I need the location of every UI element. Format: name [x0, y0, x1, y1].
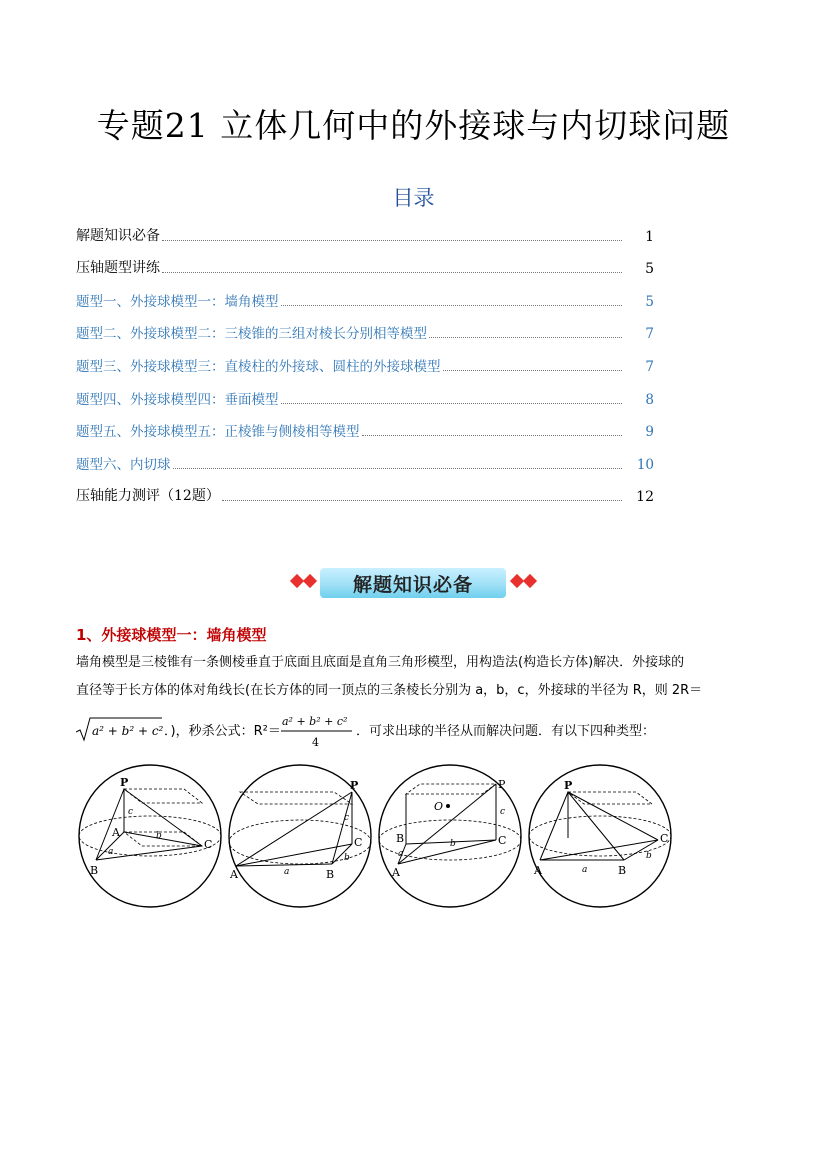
sphere-figure-3 — [376, 762, 524, 910]
label-edge-b: b — [450, 839, 456, 849]
label-edge-c: c — [128, 807, 134, 817]
figure-row — [76, 762, 676, 910]
label-p: P — [350, 779, 359, 792]
toc-item-page: 1 — [645, 228, 654, 245]
toc-item-label: 题型三、外接球模型三：直棱柱的外接球、圆柱的外接球模型 — [76, 358, 441, 375]
toc-item-4[interactable] — [76, 310, 654, 343]
label-p: P — [564, 779, 573, 792]
toc-item-page: 12 — [636, 489, 654, 506]
label-a: A — [392, 866, 400, 879]
toc-leader — [443, 370, 623, 371]
toc-item-page: 7 — [645, 358, 654, 375]
toc-leader — [173, 468, 623, 469]
label-c: C — [498, 834, 507, 847]
toc-leader — [429, 337, 622, 338]
toc-item-2[interactable] — [76, 245, 654, 278]
toc-item-page: 5 — [645, 261, 654, 278]
formula-line — [76, 712, 756, 752]
edge-ac — [124, 832, 202, 846]
sqrt-content: a² + b² + c² — [92, 724, 164, 738]
paragraph-line: 直径等于长方体的体对角线长(在长方体的同一顶点的三条棱长分别为 a，b，c，外接球的半径为 R，则 2R＝ — [76, 683, 703, 698]
label-b: B — [326, 868, 335, 881]
label-c: C — [660, 832, 669, 845]
label-b: B — [396, 832, 405, 845]
toc-leader — [222, 500, 622, 501]
toc-leader — [162, 272, 622, 273]
toc-item-page: 8 — [645, 391, 654, 408]
formula-end: ．可求出球的半径从而解决问题．有以下四种类型： — [356, 724, 656, 739]
label-c: C — [354, 836, 363, 849]
toc-item-label: 题型一、外接球模型一：墙角模型 — [76, 293, 279, 310]
box-top — [406, 784, 496, 794]
toc-item-label: 压轴题型讲练 — [76, 260, 160, 277]
label-edge-a: a — [284, 867, 290, 877]
label-edge-a: a — [108, 847, 114, 857]
sphere-figure-1 — [76, 762, 224, 910]
box-top — [124, 789, 202, 803]
toc-leader — [162, 240, 622, 241]
sphere-outline — [79, 765, 221, 907]
edge-pb — [568, 792, 624, 860]
label-edge-c: c — [500, 807, 506, 817]
edge-pc — [568, 792, 658, 840]
sphere-figure-2 — [226, 762, 374, 910]
label-edge-a: a — [582, 865, 588, 875]
label-a: A — [534, 864, 542, 877]
toc-item-9[interactable] — [76, 473, 654, 506]
label-o: O — [434, 800, 444, 813]
label-edge-b: b — [156, 831, 162, 841]
toc-item-7[interactable] — [76, 408, 654, 441]
page-title: 专题21 立体几何中的外接球与内切球问题 — [96, 106, 731, 145]
toc-item-label: 压轴能力测评（12题） — [76, 488, 220, 505]
toc-leader — [362, 435, 623, 436]
box-top — [568, 792, 652, 804]
edge-pa — [540, 792, 568, 860]
label-p: P — [120, 776, 129, 789]
fraction-denominator: 4 — [312, 736, 319, 749]
toc-leader — [281, 403, 623, 404]
label-edge-b: b — [646, 851, 652, 861]
label-edge-a: a — [398, 849, 404, 859]
toc-item-page: 9 — [645, 424, 654, 441]
label-edge-c: c — [344, 813, 350, 823]
toc-item-5[interactable] — [76, 342, 654, 375]
label-edge-b: b — [344, 853, 350, 863]
sphere-figure-4 — [526, 762, 674, 910]
toc-item-8[interactable] — [76, 440, 654, 473]
edge-pc — [124, 789, 202, 846]
toc-item-label: 题型五、外接球模型五：正棱锥与侧棱相等模型 — [76, 424, 360, 441]
fraction-numerator: a² + b² + c² — [282, 715, 348, 728]
label-p: P — [498, 778, 506, 791]
banner-label: 解题知识必备 — [320, 568, 506, 598]
diamond-icon — [303, 574, 317, 588]
toc-leader — [281, 305, 623, 306]
label-c: C — [204, 838, 213, 851]
edge-ab — [236, 864, 332, 866]
diamond-icon — [523, 574, 537, 588]
table-of-contents — [76, 212, 654, 505]
toc-item-label: 题型六、内切球 — [76, 456, 171, 473]
toc-item-page: 7 — [645, 326, 654, 343]
toc-item-label: 题型四、外接球模型四：垂面模型 — [76, 391, 279, 408]
label-b: B — [90, 864, 99, 877]
section-banner — [0, 566, 827, 600]
toc-item-6[interactable] — [76, 375, 654, 408]
paragraph-line: 墙角模型是三棱锥有一条侧棱垂直于底面且底面是直角三角形模型，用构造法(构造长方体)解决．外接球的 — [76, 655, 685, 670]
toc-item-label: 解题知识必备 — [76, 227, 160, 244]
toc-item-page: 10 — [636, 456, 654, 473]
label-a: A — [230, 868, 238, 881]
center-point — [446, 804, 450, 808]
label-a: A — [112, 826, 120, 839]
toc-item-3[interactable] — [76, 277, 654, 310]
toc-item-page: 5 — [645, 293, 654, 310]
label-b: B — [618, 864, 627, 877]
formula-middle: ．)，秒杀公式：R²＝ — [164, 724, 281, 739]
toc-heading: 目录 — [392, 186, 435, 210]
section-heading: 1、外接球模型一：墙角模型 — [76, 626, 267, 644]
toc-item-1[interactable] — [76, 212, 654, 245]
formula-graphic — [76, 712, 756, 752]
toc-item-label: 题型二、外接球模型二：三棱锥的三组对棱长分别相等模型 — [76, 326, 427, 343]
